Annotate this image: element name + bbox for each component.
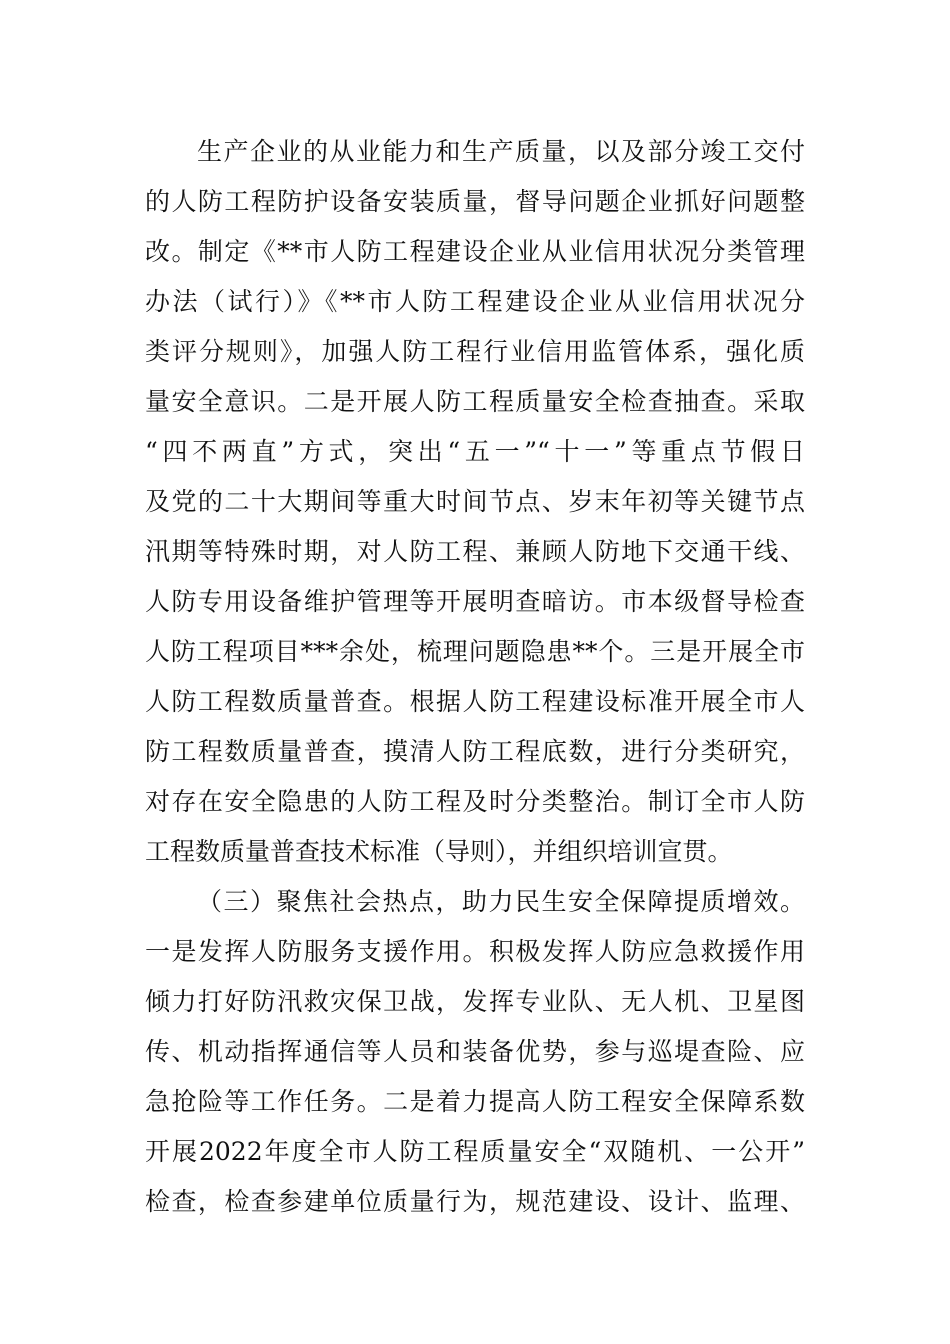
paragraph-line: 人防工程数质量普查。根据人防工程建设标准开展全市人 [145,687,805,716]
paragraph-line: 一是发挥人防服务支援作用。积极发挥人防应急救援作用 [145,937,805,966]
paragraph-line: 办法（试行）》《**市人防工程建设企业从业信用状况分 [145,287,805,316]
paragraph-line: 传、机动指挥通信等人员和装备优势，参与巡堤查险、应 [145,1037,805,1066]
paragraph-line: 人防专用设备维护管理等开展明查暗访。市本级督导检查 [145,587,805,616]
paragraph-line: 开展2022年度全市人防工程质量安全“双随机、一公开” [145,1137,805,1166]
paragraph-line: 量安全意识。二是开展人防工程质量安全检查抽查。采取 [145,387,805,416]
paragraph-line: 改。制定《**市人防工程建设企业从业信用状况分类管理 [145,237,805,266]
paragraph-line: 对存在安全隐患的人防工程及时分类整治。制订全市人防 [145,787,805,816]
paragraph-line: 倾力打好防汛救灾保卫战，发挥专业队、无人机、卫星图 [145,987,805,1016]
paragraph-line: 汛期等特殊时期，对人防工程、兼顾人防地下交通干线、 [145,537,805,566]
paragraph-line: 工程数质量普查技术标准（导则），并组织培训宣贯。 [145,837,733,866]
paragraph-line: “四不两直”方式，突出“五一”“十一”等重点节假日 [145,437,805,466]
paragraph-line: 的人防工程防护设备安装质量，督导问题企业抓好问题整 [145,187,805,216]
section-heading-line: （三）聚焦社会热点，助力民生安全保障提质增效。 [197,887,805,916]
paragraph-line: 人防工程项目***余处，梳理问题隐患**个。三是开展全市 [145,637,805,666]
paragraph-line: 检查，检查参建单位质量行为，规范建设、设计、监理、 [145,1187,805,1216]
paragraph-line: 及党的二十大期间等重大时间节点、岁末年初等关键节点 [145,487,805,516]
paragraph-line: 生产企业的从业能力和生产质量，以及部分竣工交付 [197,137,805,166]
paragraph-line: 急抢险等工作任务。二是着力提高人防工程安全保障系数 [145,1087,805,1116]
paragraph-line: 类评分规则》，加强人防工程行业信用监管体系，强化质 [145,337,805,366]
paragraph-line: 防工程数质量普查，摸清人防工程底数，进行分类研究， [145,737,805,766]
